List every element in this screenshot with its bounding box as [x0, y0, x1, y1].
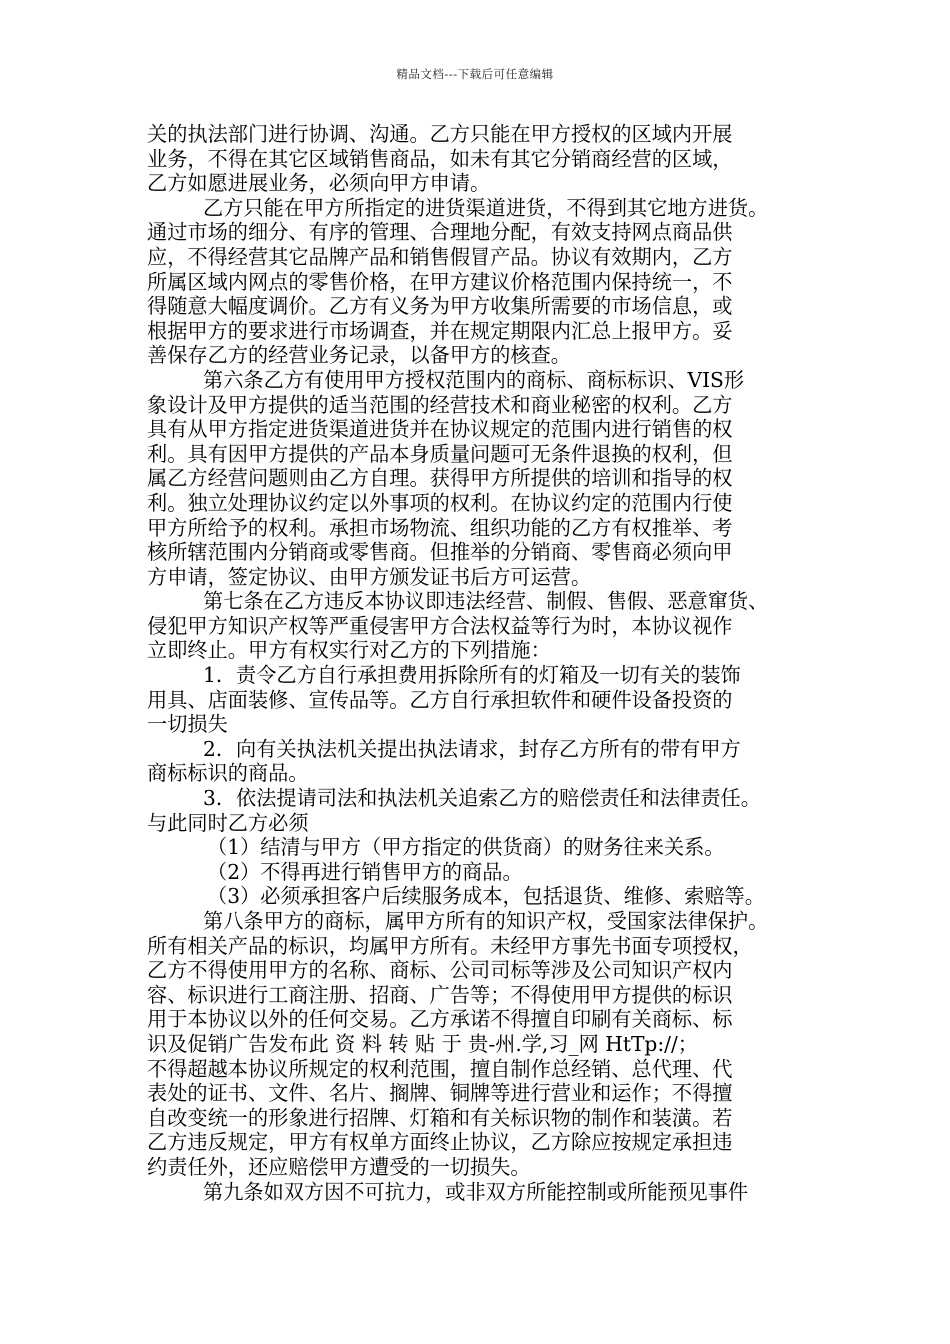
text-line: 所有相关产品的标识，均属甲方所有。未经甲方事先书面专项授权，: [147, 933, 753, 958]
text-line: 方申请，签定协议、由甲方颁发证书后方可运营。: [147, 564, 592, 589]
text-line: 不得超越本协议所规定的权利范围，擅自制作总经销、总代理、代: [147, 1056, 733, 1081]
text-line: 关的执法部门进行协调、沟通。乙方只能在甲方授权的区域内开展: [147, 122, 733, 146]
text-line: 一切损失: [147, 712, 228, 737]
text-line: 用于本协议以外的任何交易。乙方承诺不得擅自印刷有关商标、标: [147, 1007, 733, 1032]
text-line: 容、标识进行工商注册、招商、广告等；不得使用甲方提供的标识: [147, 982, 733, 1007]
text-line: 善保存乙方的经营业务记录，以备甲方的核查。: [147, 343, 571, 368]
text-line: 业务，不得在其它区域销售商品，如未有其它分销商经营的区域，: [147, 146, 733, 171]
text-line: 根据甲方的要求进行市场调查，并在规定期限内汇总上报甲方。妥: [147, 318, 733, 343]
text-line: （2）不得再进行销售甲方的商品。: [207, 859, 523, 884]
text-line: 2．向有关执法机关提出执法请求，封存乙方所有的带有甲方: [203, 736, 741, 761]
text-line: 象设计及甲方提供的适当范围的经营技术和商业秘密的权利。乙方: [147, 392, 733, 417]
text-line: 核所辖范围内分销商或零售商。但推举的分销商、零售商必须向甲: [147, 540, 733, 565]
text-line: 立即终止。甲方有权实行对乙方的下列措施：: [147, 638, 551, 663]
text-line: 所属区域内网点的零售价格，在甲方建议价格范围内保持统一，不: [147, 269, 733, 294]
text-line: 得随意大幅度调价。乙方有义务为甲方收集所需要的市场信息，或: [147, 294, 733, 319]
text-line: 乙方只能在甲方所指定的进货渠道进货，不得到其它地方进货。: [203, 195, 769, 220]
text-line: 识及促销广告发布此 资 料 转 贴 于 贵-州.学,习_网 HtTp://；: [147, 1031, 698, 1056]
text-line: 1．责令乙方自行承担费用拆除所有的灯箱及一切有关的装饰: [203, 663, 741, 688]
text-line: 利。具有因甲方提供的产品本身质量问题可无条件退换的权利，但: [147, 441, 733, 466]
text-line: 表处的证书、文件、名片、搁牌、铜牌等进行营业和运作；不得擅: [147, 1081, 733, 1106]
text-line: 应，不得经营其它品牌产品和销售假冒产品。协议有效期内，乙方: [147, 244, 733, 269]
document-body: [147, 122, 811, 1204]
text-line: 通过市场的细分、有序的管理、合理地分配，有效支持网点商品供: [147, 220, 733, 245]
text-line: 乙方违反规定，甲方有权单方面终止协议，乙方除应按规定承担违: [147, 1130, 733, 1155]
text-line: 第八条甲方的商标，属甲方所有的知识产权，受国家法律保护。: [203, 909, 769, 933]
text-line: 侵犯甲方知识产权等严重侵害甲方合法权益等行为时，本协议视作: [147, 613, 733, 638]
text-line: 第七条在乙方违反本协议即违法经营、制假、售假、恶意窜货、: [203, 589, 769, 614]
text-line: 商标标识的商品。: [147, 761, 309, 786]
text-line: 自改变统一的形象进行招牌、灯箱和有关标识物的制作和装潢。若: [147, 1105, 733, 1130]
text-line: 与此同时乙方必须: [147, 810, 309, 835]
text-line: 甲方所给予的权利。承担市场物流、组织功能的乙方有权推举、考: [147, 515, 733, 540]
text-line: 第六条乙方有使用甲方授权范围内的商标、商标标识、VIS形: [203, 367, 745, 392]
text-line: 具有从甲方指定进货渠道进货并在协议规定的范围内进行销售的权: [147, 417, 733, 442]
text-line: 约责任外，还应赔偿甲方遭受的一切损失。: [147, 1154, 531, 1179]
text-line: 乙方不得使用甲方的名称、商标、公司司标等涉及公司知识产权内: [147, 958, 733, 983]
text-line: 3．依法提请司法和执法机关追索乙方的赔偿责任和法律责任。: [203, 786, 761, 811]
text-line: 用具、店面装修、宣传品等。乙方自行承担软件和硬件设备投资的: [147, 687, 733, 712]
page-header: 精品文档---下载后可任意编辑: [396, 67, 554, 81]
text-line: （3）必须承担客户后续服务成本，包括退货、维修、索赔等。: [207, 884, 765, 909]
text-line: 第九条如双方因不可抗力，或非双方所能控制或所能预见事件: [203, 1179, 749, 1204]
text-line: （1）结清与甲方（甲方指定的供货商）的财务往来关系。: [207, 835, 725, 860]
text-line: 利。独立处理协议约定以外事项的权利。在协议约定的范围内行使: [147, 490, 733, 515]
text-line: 乙方如愿进展业务，必须向甲方申请。: [147, 171, 491, 196]
text-line: 属乙方经营问题则由乙方自理。获得甲方所提供的培训和指导的权: [147, 466, 733, 491]
